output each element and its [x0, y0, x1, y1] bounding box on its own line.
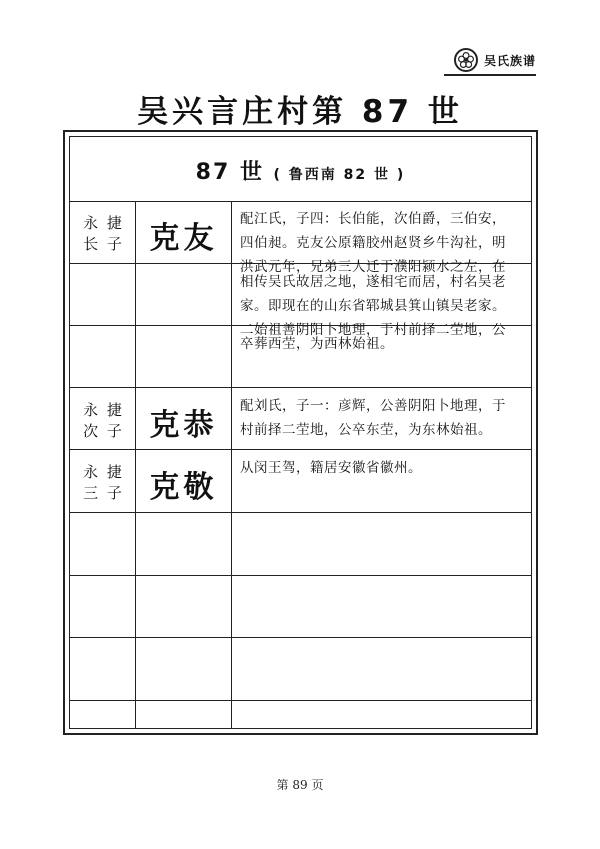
table-row [70, 264, 531, 338]
brand-text: 吴氏族谱 [483, 53, 536, 68]
record-text: 相传吴氏故居之地，遂相宅而居，村名吴老 家。即现在的山东省郓城县箕山镇吴老家。 二始祖善阴阳卜地理，于村前择二茔地，公 [240, 274, 506, 338]
genealogy-table [69, 136, 532, 729]
generation-number: 87 世 [195, 160, 264, 185]
table-row [70, 638, 531, 701]
generation-header [70, 137, 531, 202]
relation-label: 永 捷 次 子 [83, 401, 124, 440]
brand [454, 48, 536, 72]
table-row [70, 513, 531, 576]
page-number: 第 89 页 [276, 778, 324, 792]
record-text: 配刘氏，子一：彦辉，公善阴阳卜地理，于 村前择二茔地，公卒东茔，为东林始祖。 [240, 398, 506, 438]
person-name: 克友 [149, 221, 218, 256]
table-row [70, 388, 531, 450]
brand-underline [444, 74, 536, 76]
flower-emblem-icon [454, 48, 478, 72]
relation-label: 永 捷 三 子 [83, 463, 124, 502]
table-row [70, 701, 531, 728]
table-row [70, 326, 531, 388]
table-row [70, 201, 531, 275]
table-row [70, 576, 531, 638]
table-row [70, 450, 531, 513]
record-text: 从闵王驾，籍居安徽省徽州。 [240, 460, 422, 476]
person-name: 克恭 [149, 408, 218, 443]
person-name: 克敬 [149, 470, 218, 505]
page-title: 吴兴言庄村第 87 世 [137, 94, 463, 130]
relation-label: 永 捷 长 子 [83, 214, 124, 253]
generation-subtitle: ( 鲁西南 82 世 ) [273, 167, 406, 183]
record-text: 卒葬西茔，为西林始祖。 [240, 336, 394, 352]
record-text: 配江氏，子四：长伯能，次伯爵，三伯安， 四伯昶。克友公原籍胶州赵贤乡牛沟社，明 洪武元年，兄弟三人迁于濮阳颍水之左，在 [240, 211, 506, 275]
